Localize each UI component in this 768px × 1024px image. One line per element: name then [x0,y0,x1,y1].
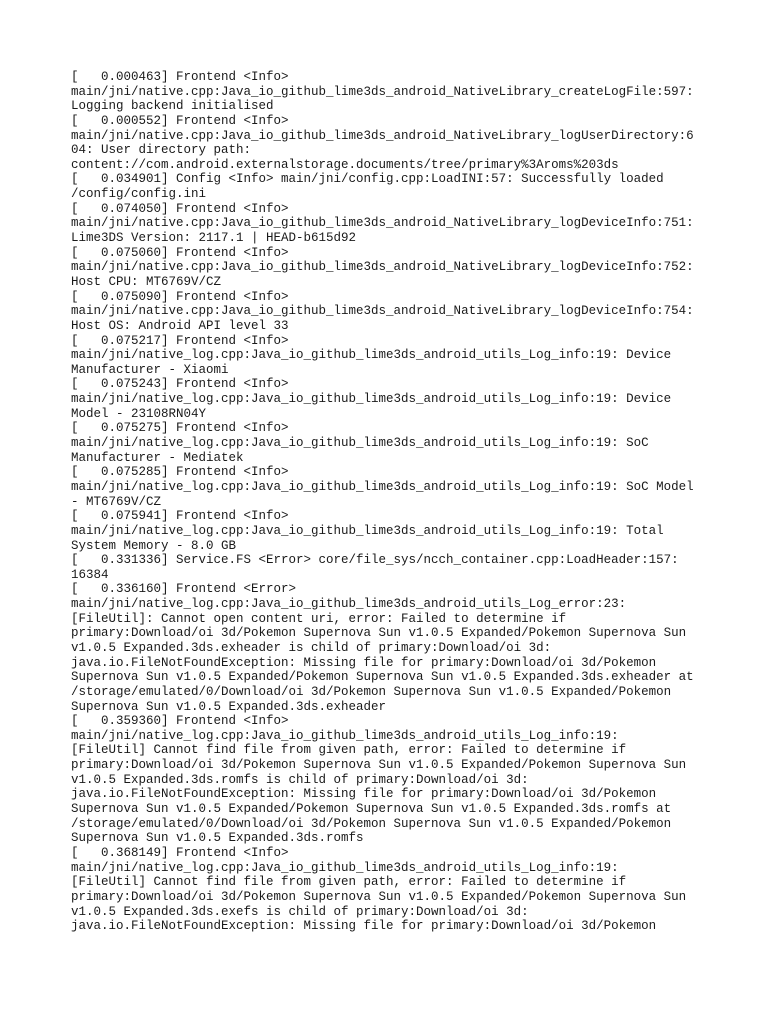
log-line: [ 0.075941] Frontend <Info> [71,509,289,524]
log-line: main/jni/native_log.cpp:Java_io_github_lime3ds_android_utils_Log_info:19: Total [71,523,664,538]
log-line: main/jni/native.cpp:Java_io_github_lime3ds_android_NativeLibrary_logDeviceInfo:751: [71,216,694,231]
log-line: [ 0.368149] Frontend <Info> [71,845,289,860]
log-line: [ 0.075217] Frontend <Info> [71,333,289,348]
log-line: Supernova Sun v1.0.5 Expanded/Pokemon Supernova Sun v1.0.5 Expanded.3ds.romfs at [71,802,672,817]
log-line: [ 0.000552] Frontend <Info> [71,113,289,128]
log-line: Supernova Sun v1.0.5 Expanded/Pokemon Supernova Sun v1.0.5 Expanded.3ds.exheader at [71,670,694,685]
log-line: main/jni/native_log.cpp:Java_io_github_lime3ds_android_utils_Log_info:19: [71,728,619,743]
log-line: Supernova Sun v1.0.5 Expanded.3ds.romfs [71,831,364,846]
log-text-block [71,70,731,934]
log-line: main/jni/native_log.cpp:Java_io_github_lime3ds_android_utils_Log_info:19: Device [71,348,672,363]
log-line: Host CPU: MT6769V/CZ [71,274,222,289]
log-line: [ 0.359360] Frontend <Info> [71,714,289,729]
log-line: /storage/emulated/0/Download/oi 3d/Pokemon Supernova Sun v1.0.5 Expanded/Pokemon [71,684,672,699]
log-line: v1.0.5 Expanded.3ds.romfs is child of primary:Download/oi 3d: [71,772,529,787]
log-line: [FileUtil]: Cannot open content uri, error: Failed to determine if [71,611,567,626]
log-line: [ 0.075275] Frontend <Info> [71,421,289,436]
log-line: [FileUtil] Cannot find file from given path, error: Failed to determine if [71,875,627,890]
log-line: main/jni/native.cpp:Java_io_github_lime3ds_android_NativeLibrary_createLogFile:597: [71,84,694,99]
log-line: Lime3DS Version: 2117.1 | HEAD-b615d92 [71,231,357,246]
log-line: main/jni/native_log.cpp:Java_io_github_lime3ds_android_utils_Log_error:23: [71,597,627,612]
log-line: primary:Download/oi 3d/Pokemon Supernova Sun v1.0.5 Expanded/Pokemon Supernova Sun [71,626,687,641]
log-line: java.io.FileNotFoundException: Missing file for primary:Download/oi 3d/Pokemon [71,655,657,670]
log-line: main/jni/native_log.cpp:Java_io_github_lime3ds_android_utils_Log_info:19: SoC [71,436,649,451]
log-line: java.io.FileNotFoundException: Missing file for primary:Download/oi 3d/Pokemon [71,919,657,934]
log-line: Manufacturer - Mediatek [71,450,244,465]
log-line: [ 0.034901] Config <Info> main/jni/config.cpp:LoadINI:57: Successfully loaded [71,172,664,187]
log-line: main/jni/native.cpp:Java_io_github_lime3ds_android_NativeLibrary_logUserDirectory:6 [71,128,694,143]
log-line: [ 0.074050] Frontend <Info> [71,201,289,216]
log-line: [ 0.075285] Frontend <Info> [71,465,289,480]
log-line: v1.0.5 Expanded.3ds.exheader is child of primary:Download/oi 3d: [71,640,552,655]
log-line: [ 0.000463] Frontend <Info> [71,70,289,84]
log-line: Logging backend initialised [71,99,274,114]
log-line: [ 0.075060] Frontend <Info> [71,245,289,260]
log-line: [ 0.331336] Service.FS <Error> core/file_sys/ncch_container.cpp:LoadHeader:157: [71,553,679,568]
log-line: v1.0.5 Expanded.3ds.exefs is child of primary:Download/oi 3d: [71,904,529,919]
log-line: content://com.android.externalstorage.documents/tree/primary%3Aroms%203ds [71,157,619,172]
log-line: /storage/emulated/0/Download/oi 3d/Pokemon Supernova Sun v1.0.5 Expanded/Pokemon [71,816,672,831]
log-line: primary:Download/oi 3d/Pokemon Supernova Sun v1.0.5 Expanded/Pokemon Supernova Sun [71,758,687,773]
log-line: main/jni/native_log.cpp:Java_io_github_lime3ds_android_utils_Log_info:19: [71,860,619,875]
log-line: Manufacturer - Xiaomi [71,362,229,377]
log-line: main/jni/native.cpp:Java_io_github_lime3ds_android_NativeLibrary_logDeviceInfo:752: [71,260,694,275]
log-line: primary:Download/oi 3d/Pokemon Supernova Sun v1.0.5 Expanded/Pokemon Supernova Sun [71,889,687,904]
log-line: Model - 23108RN04Y [71,406,207,421]
log-line: [ 0.075243] Frontend <Info> [71,377,289,392]
log-line: Host OS: Android API level 33 [71,318,289,333]
log-line: /config/config.ini [71,187,207,202]
log-line: main/jni/native.cpp:Java_io_github_lime3ds_android_NativeLibrary_logDeviceInfo:754: [71,304,694,319]
log-line: 16384 [71,567,109,582]
log-line: java.io.FileNotFoundException: Missing file for primary:Download/oi 3d/Pokemon [71,787,657,802]
log-line: [ 0.336160] Frontend <Error> [71,582,297,597]
log-line: main/jni/native_log.cpp:Java_io_github_lime3ds_android_utils_Log_info:19: Device [71,392,672,407]
log-line: System Memory - 8.0 GB [71,538,237,553]
log-line: 04: User directory path: [71,143,252,158]
log-line: main/jni/native_log.cpp:Java_io_github_lime3ds_android_utils_Log_info:19: SoC Model [71,479,694,494]
log-line: - MT6769V/CZ [71,494,162,509]
log-line: [FileUtil] Cannot find file from given path, error: Failed to determine if [71,743,627,758]
log-line: Supernova Sun v1.0.5 Expanded.3ds.exheader [71,699,387,714]
log-line: [ 0.075090] Frontend <Info> [71,289,289,304]
